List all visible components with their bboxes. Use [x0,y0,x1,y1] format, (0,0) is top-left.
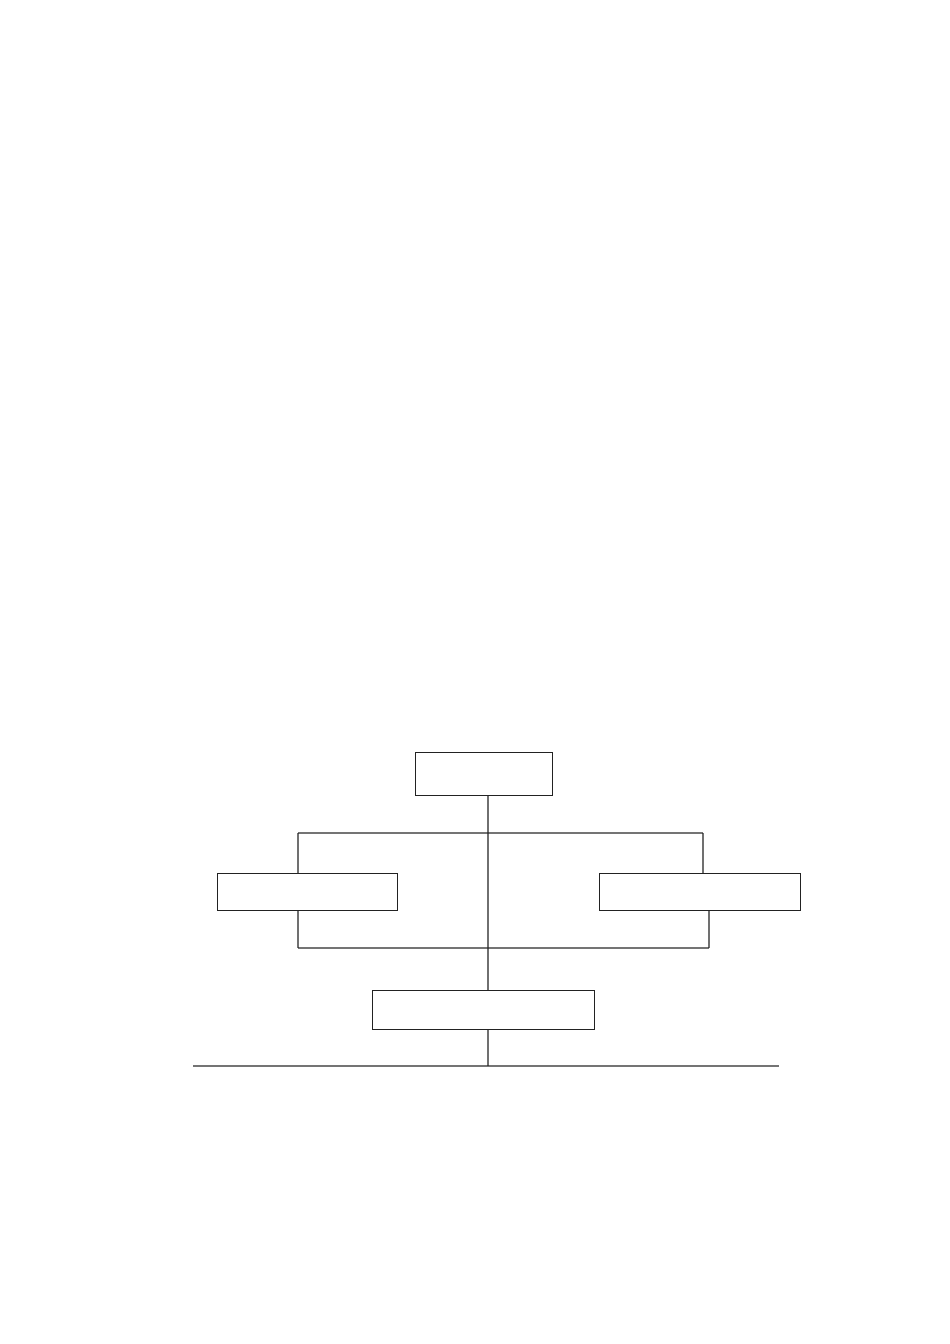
chief-engineer-box [599,873,801,911]
leadership-group-box [372,990,595,1030]
deputy-manager-box [217,873,398,911]
project-manager-box [415,752,553,796]
